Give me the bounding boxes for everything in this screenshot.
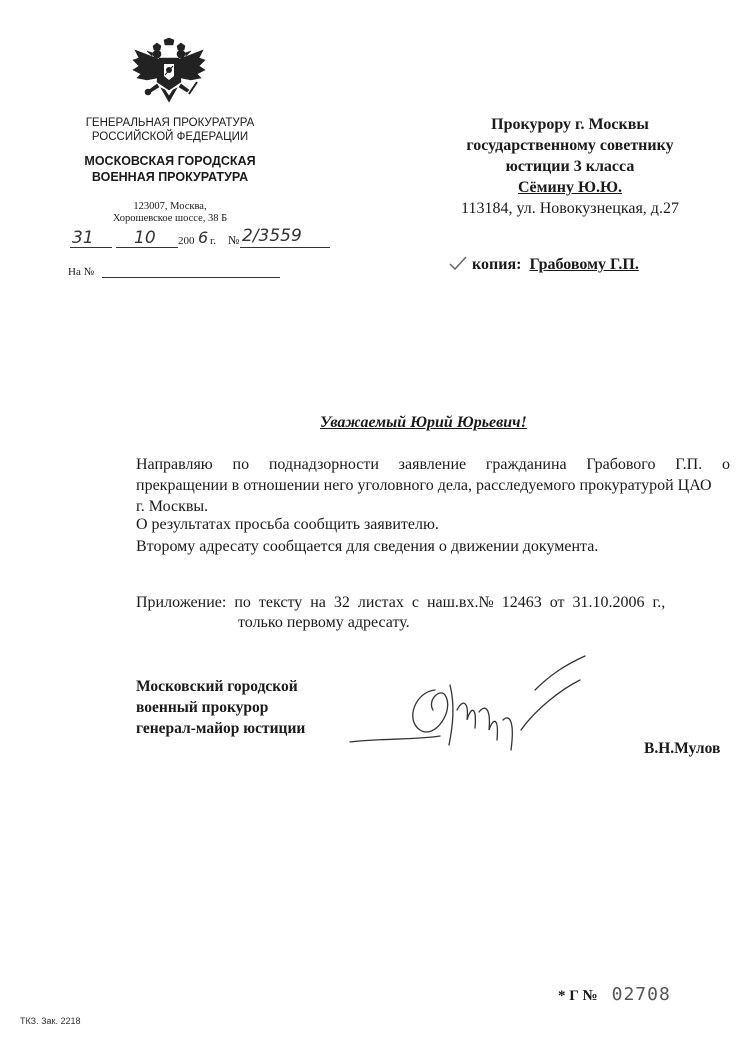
- registration-number: 02708: [611, 984, 671, 1005]
- dept-name-line2: ВОЕННАЯ ПРОКУРАТУРА: [91, 170, 249, 184]
- addressee-name: [430, 177, 710, 199]
- copy-recipient: [448, 254, 639, 278]
- org-address-line1: 123007, Москва,: [133, 201, 207, 212]
- copy-name: Грабовому Г.П.: [529, 256, 639, 273]
- handwritten-signature: [345, 650, 595, 760]
- outgoing-date-number: [62, 228, 342, 252]
- reference-underline: [102, 277, 280, 278]
- dept-name-line1: МОСКОВСКАЯ ГОРОДСКАЯ: [84, 154, 256, 168]
- date-year-prefix: 200: [178, 235, 195, 247]
- body-para1-line2: прекращении в отношении него уголовного дела, расследуемого прокуратурой ЦАО: [136, 477, 712, 494]
- org-address-line2: Хорошевское шоссе, 38 Б: [112, 213, 228, 224]
- salutation: Уважаемый Юрий Юрьевич!: [320, 414, 527, 431]
- date-month-underline: [116, 247, 178, 248]
- date-day: 31: [72, 228, 94, 248]
- registration-label: * Г №: [558, 988, 598, 1004]
- number-label: №: [228, 233, 240, 247]
- attachment-line1: Приложение: по тексту на 32 листах с наш.вх.№ 12463 от 31.10.2006 г.,: [136, 594, 666, 611]
- copy-label: копия:: [472, 256, 522, 273]
- org-name-line1: ГЕНЕРАЛЬНАЯ ПРОКУРАТУРА: [85, 117, 255, 129]
- signatory-title-line3: генерал-майор юстиции: [136, 720, 306, 737]
- addressee-line1: Прокурору г. Москвы: [491, 116, 649, 133]
- reference-label: На №: [68, 266, 95, 278]
- body-para1-line3: г. Москвы.: [136, 498, 209, 515]
- body-para3: Второму адресату сообщается для сведения о движении документа.: [136, 538, 599, 555]
- addressee-line2: государственному советнику: [466, 137, 674, 154]
- signatory-title-line1: Московский городской: [136, 678, 298, 695]
- body-para2: О результатах просьба сообщить заявителю.: [136, 516, 439, 533]
- number-underline: [240, 247, 330, 248]
- date-month: 10: [134, 228, 156, 248]
- date-suffix: г.: [210, 235, 217, 247]
- double-headed-eagle-emblem: [131, 38, 207, 108]
- date-year-digit: 6: [198, 228, 209, 247]
- signatory-name: В.Н.Мулов: [644, 740, 721, 757]
- date-day-underline: [70, 247, 112, 248]
- check-mark-icon: [448, 255, 468, 271]
- addressee-line3: юстиции 3 класса: [505, 158, 635, 175]
- org-name-line2: РОССИЙСКОЙ ФЕДЕРАЦИИ: [91, 131, 249, 143]
- addressee-address: 113184, ул. Новокузнецкая, д.27: [461, 200, 679, 217]
- signatory-title-line2: военный прокурор: [136, 699, 269, 716]
- print-order-code: ТКЗ. Зак. 2218: [20, 1016, 81, 1026]
- number-value: 2/3559: [242, 226, 302, 246]
- attachment-line2: только первому адресату.: [238, 614, 410, 631]
- body-para1-line1: Направляю по поднадзорности заявление гражданина Грабового Г.П. о: [136, 456, 730, 473]
- registration-stamp: [558, 984, 671, 1005]
- addressee-name-text: Сёмину Ю.Ю.: [517, 179, 623, 196]
